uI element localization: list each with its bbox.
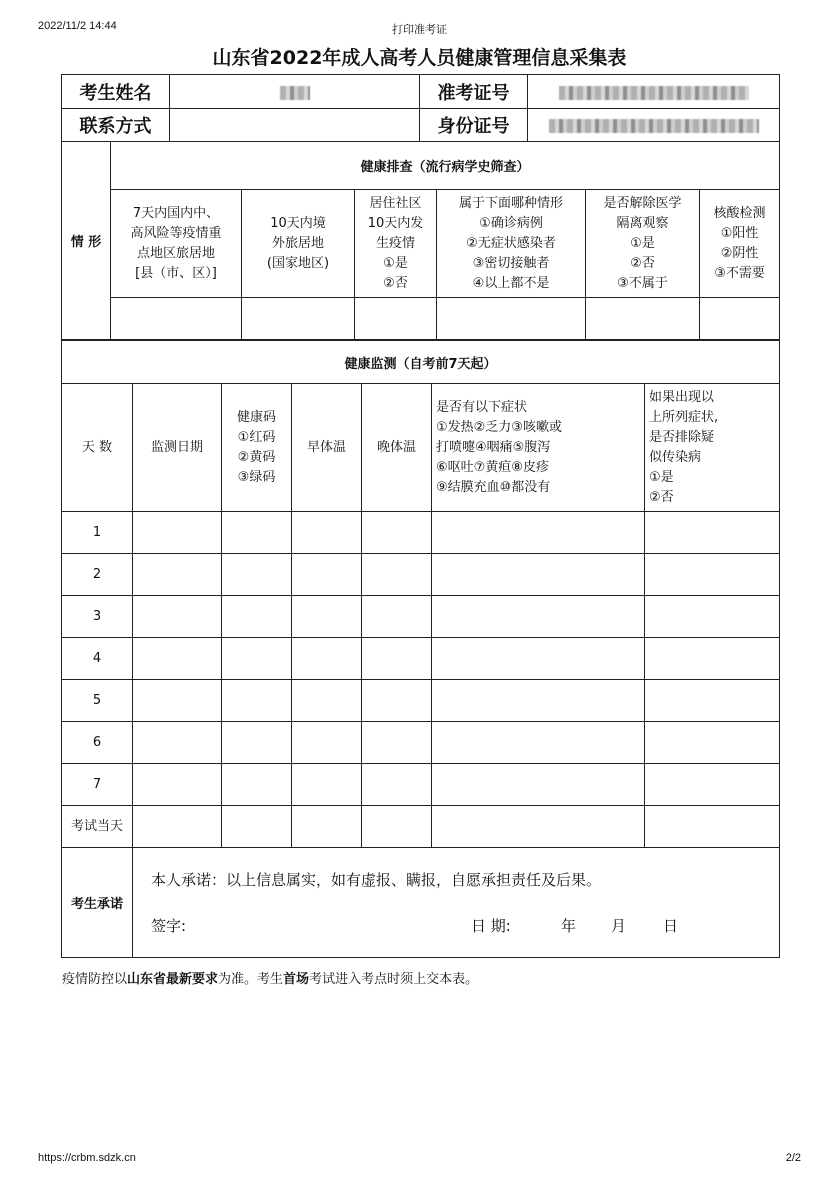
screening-table bbox=[61, 141, 780, 340]
screening-answer-cell bbox=[437, 298, 586, 340]
date-label: 日 期: bbox=[471, 916, 511, 935]
day-label: 日 bbox=[663, 916, 679, 935]
epidemic-notice: 疫情防控以山东省最新要求为准。考生首场考试进入考点时须上交本表。 bbox=[62, 972, 479, 987]
day-number: 3 bbox=[62, 596, 133, 638]
day-number: 6 bbox=[62, 722, 133, 764]
contact-value bbox=[170, 109, 420, 142]
screening-answer-cell bbox=[700, 298, 780, 340]
pledge-box bbox=[133, 848, 780, 958]
col-morning-temp: 早体温 bbox=[292, 384, 362, 512]
id-card-value bbox=[528, 109, 780, 142]
screening-col-domestic: 7天内国内中、 高风险等疫情重 点地区旅居地 [县（市、区）] bbox=[111, 190, 242, 298]
form-title: 山东省2022年成人高考人员健康管理信息采集表 bbox=[212, 47, 627, 69]
day-number: 7 bbox=[62, 764, 133, 806]
screening-col-community: 居住社区 10天内发 生疫情 ①是 ②否 bbox=[355, 190, 437, 298]
day-number: 4 bbox=[62, 638, 133, 680]
screening-heading: 健康排查（流行病学史筛查） bbox=[111, 142, 780, 190]
info-table bbox=[61, 74, 780, 142]
screening-col-quarantine: 是否解除医学 隔离观察 ①是 ②否 ③不属于 bbox=[586, 190, 700, 298]
month-label: 月 bbox=[611, 916, 627, 935]
col-health-code: 健康码 ①红码 ②黄码 ③绿码 bbox=[222, 384, 292, 512]
exam-id-label: 准考证号 bbox=[420, 75, 528, 109]
col-symptoms: 是否有以下症状 ①发热②乏力③咳嗽或 打喷嚏④咽痛⑤腹泻 ⑥呕吐⑦黄疸⑧皮疹 ⑨结膜充血⑩都没有 bbox=[432, 384, 645, 512]
screening-answer-cell bbox=[111, 298, 242, 340]
footer-page-number: 2/2 bbox=[785, 1152, 801, 1164]
pledge-label: 考生承诺 bbox=[62, 848, 133, 958]
exam-day-label: 考试当天 bbox=[62, 806, 133, 848]
situation-label: 情 形 bbox=[62, 142, 111, 340]
day-number: 2 bbox=[62, 554, 133, 596]
footer-url[interactable]: https://crbm.sdzk.cn bbox=[38, 1152, 136, 1164]
signature-label: 签字: bbox=[151, 916, 187, 935]
col-days: 天 数 bbox=[62, 384, 133, 512]
monitoring-table bbox=[61, 340, 780, 958]
contact-label: 联系方式 bbox=[62, 109, 170, 142]
col-date: 监测日期 bbox=[133, 384, 222, 512]
screening-answer-cell bbox=[586, 298, 700, 340]
day-number: 1 bbox=[62, 512, 133, 554]
screening-col-nucleic: 核酸检测 ①阳性 ②阴性 ③不需要 bbox=[700, 190, 780, 298]
monitoring-heading: 健康监测（自考前7天起） bbox=[62, 341, 780, 384]
exam-id-value bbox=[528, 75, 780, 109]
print-datetime: 2022/11/2 14:44 bbox=[38, 20, 117, 32]
screening-col-abroad: 10天内境 外旅居地 (国家地区) bbox=[242, 190, 355, 298]
id-card-label: 身份证号 bbox=[420, 109, 528, 142]
screening-answer-cell bbox=[355, 298, 437, 340]
year-label: 年 bbox=[561, 916, 577, 935]
col-evening-temp: 晚体温 bbox=[362, 384, 432, 512]
name-label: 考生姓名 bbox=[62, 75, 170, 109]
pledge-statement: 本人承诺：以上信息属实，如有虚报、瞒报，自愿承担责任及后果。 bbox=[151, 870, 602, 889]
day-number: 5 bbox=[62, 680, 133, 722]
screening-answer-cell bbox=[242, 298, 355, 340]
screening-col-case-type: 属于下面哪种情形 ①确诊病例 ②无症状感染者 ③密切接触者 ④以上都不是 bbox=[437, 190, 586, 298]
col-exclude-disease: 如果出现以 上所列症状, 是否排除疑 似传染病 ①是 ②否 bbox=[645, 384, 780, 512]
print-page-title: 打印准考证 bbox=[392, 23, 447, 36]
name-value bbox=[170, 75, 420, 109]
